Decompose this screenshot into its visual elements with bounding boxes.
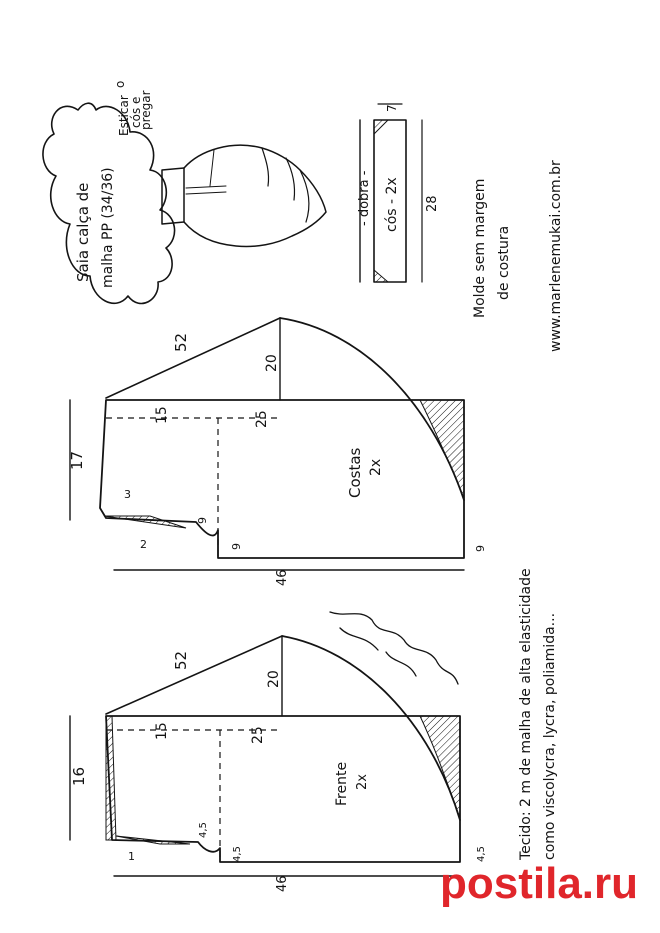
- front-m-width: 46: [275, 875, 290, 892]
- logo-text: postila.ru: [440, 859, 639, 908]
- front-m-15: 15: [154, 722, 170, 740]
- waistband-length: 28: [425, 195, 440, 212]
- waistband-name: cós - 2x: [384, 177, 400, 232]
- front-m-1: 1: [128, 850, 135, 863]
- back-m-3: 3: [124, 488, 131, 501]
- front-pattern: [70, 636, 487, 892]
- back-m-17: 17: [68, 450, 86, 470]
- back-qty: 2x: [368, 458, 384, 476]
- front-m-20: 20: [266, 670, 282, 688]
- front-m-diag: 52: [172, 650, 190, 670]
- back-m-20: 20: [264, 354, 280, 372]
- skirt-illustration: [162, 145, 326, 246]
- svg-text:cós e: cós e: [129, 96, 143, 128]
- back-m-width: 46: [275, 569, 290, 586]
- front-m-16: 16: [70, 766, 88, 786]
- seam-note-line1: Molde sem margem: [472, 178, 488, 318]
- back-m-15: 15: [154, 406, 170, 424]
- title-line2: malha PP (34/36): [100, 167, 116, 288]
- title-cloud: [43, 103, 175, 303]
- front-m-45b: 4,5: [232, 846, 243, 862]
- waistband-piece: [357, 104, 440, 282]
- fabric-line1: Tecido: 2 m de malha de alta elasticidade: [518, 568, 534, 860]
- website-label: www.marlenemukai.com.br: [548, 160, 564, 352]
- front-m-25: 25: [250, 726, 266, 744]
- front-name: Frente: [334, 761, 350, 806]
- title-line1: Saia calça de: [74, 182, 92, 282]
- waistband-fold: - dobra -: [357, 170, 372, 226]
- svg-text:pregar: pregar: [139, 90, 153, 130]
- waistband-width: 7: [385, 104, 399, 112]
- back-m-2: 2: [140, 538, 147, 551]
- back-m-9c: 9: [474, 545, 487, 552]
- back-pattern: [68, 318, 487, 586]
- back-name: Costas: [346, 447, 364, 498]
- front-m-45c: 4,5: [476, 846, 487, 862]
- signature: [330, 612, 458, 684]
- postila-logo: [440, 850, 650, 920]
- seam-note-line2: de costura: [496, 225, 512, 300]
- svg-text:o: o: [113, 80, 127, 88]
- illustration-note: [113, 81, 153, 136]
- back-m-9a: 9: [196, 517, 209, 524]
- back-m-diag: 52: [172, 332, 190, 352]
- back-m-9b: 9: [230, 543, 243, 550]
- svg-text:Esticar: Esticar: [117, 95, 131, 136]
- back-m-25: 25: [254, 410, 270, 428]
- fabric-line2: como viscolycra, lycra, poliamida...: [542, 612, 558, 860]
- front-qty: 2x: [355, 774, 370, 790]
- front-m-45a: 4,5: [198, 822, 209, 838]
